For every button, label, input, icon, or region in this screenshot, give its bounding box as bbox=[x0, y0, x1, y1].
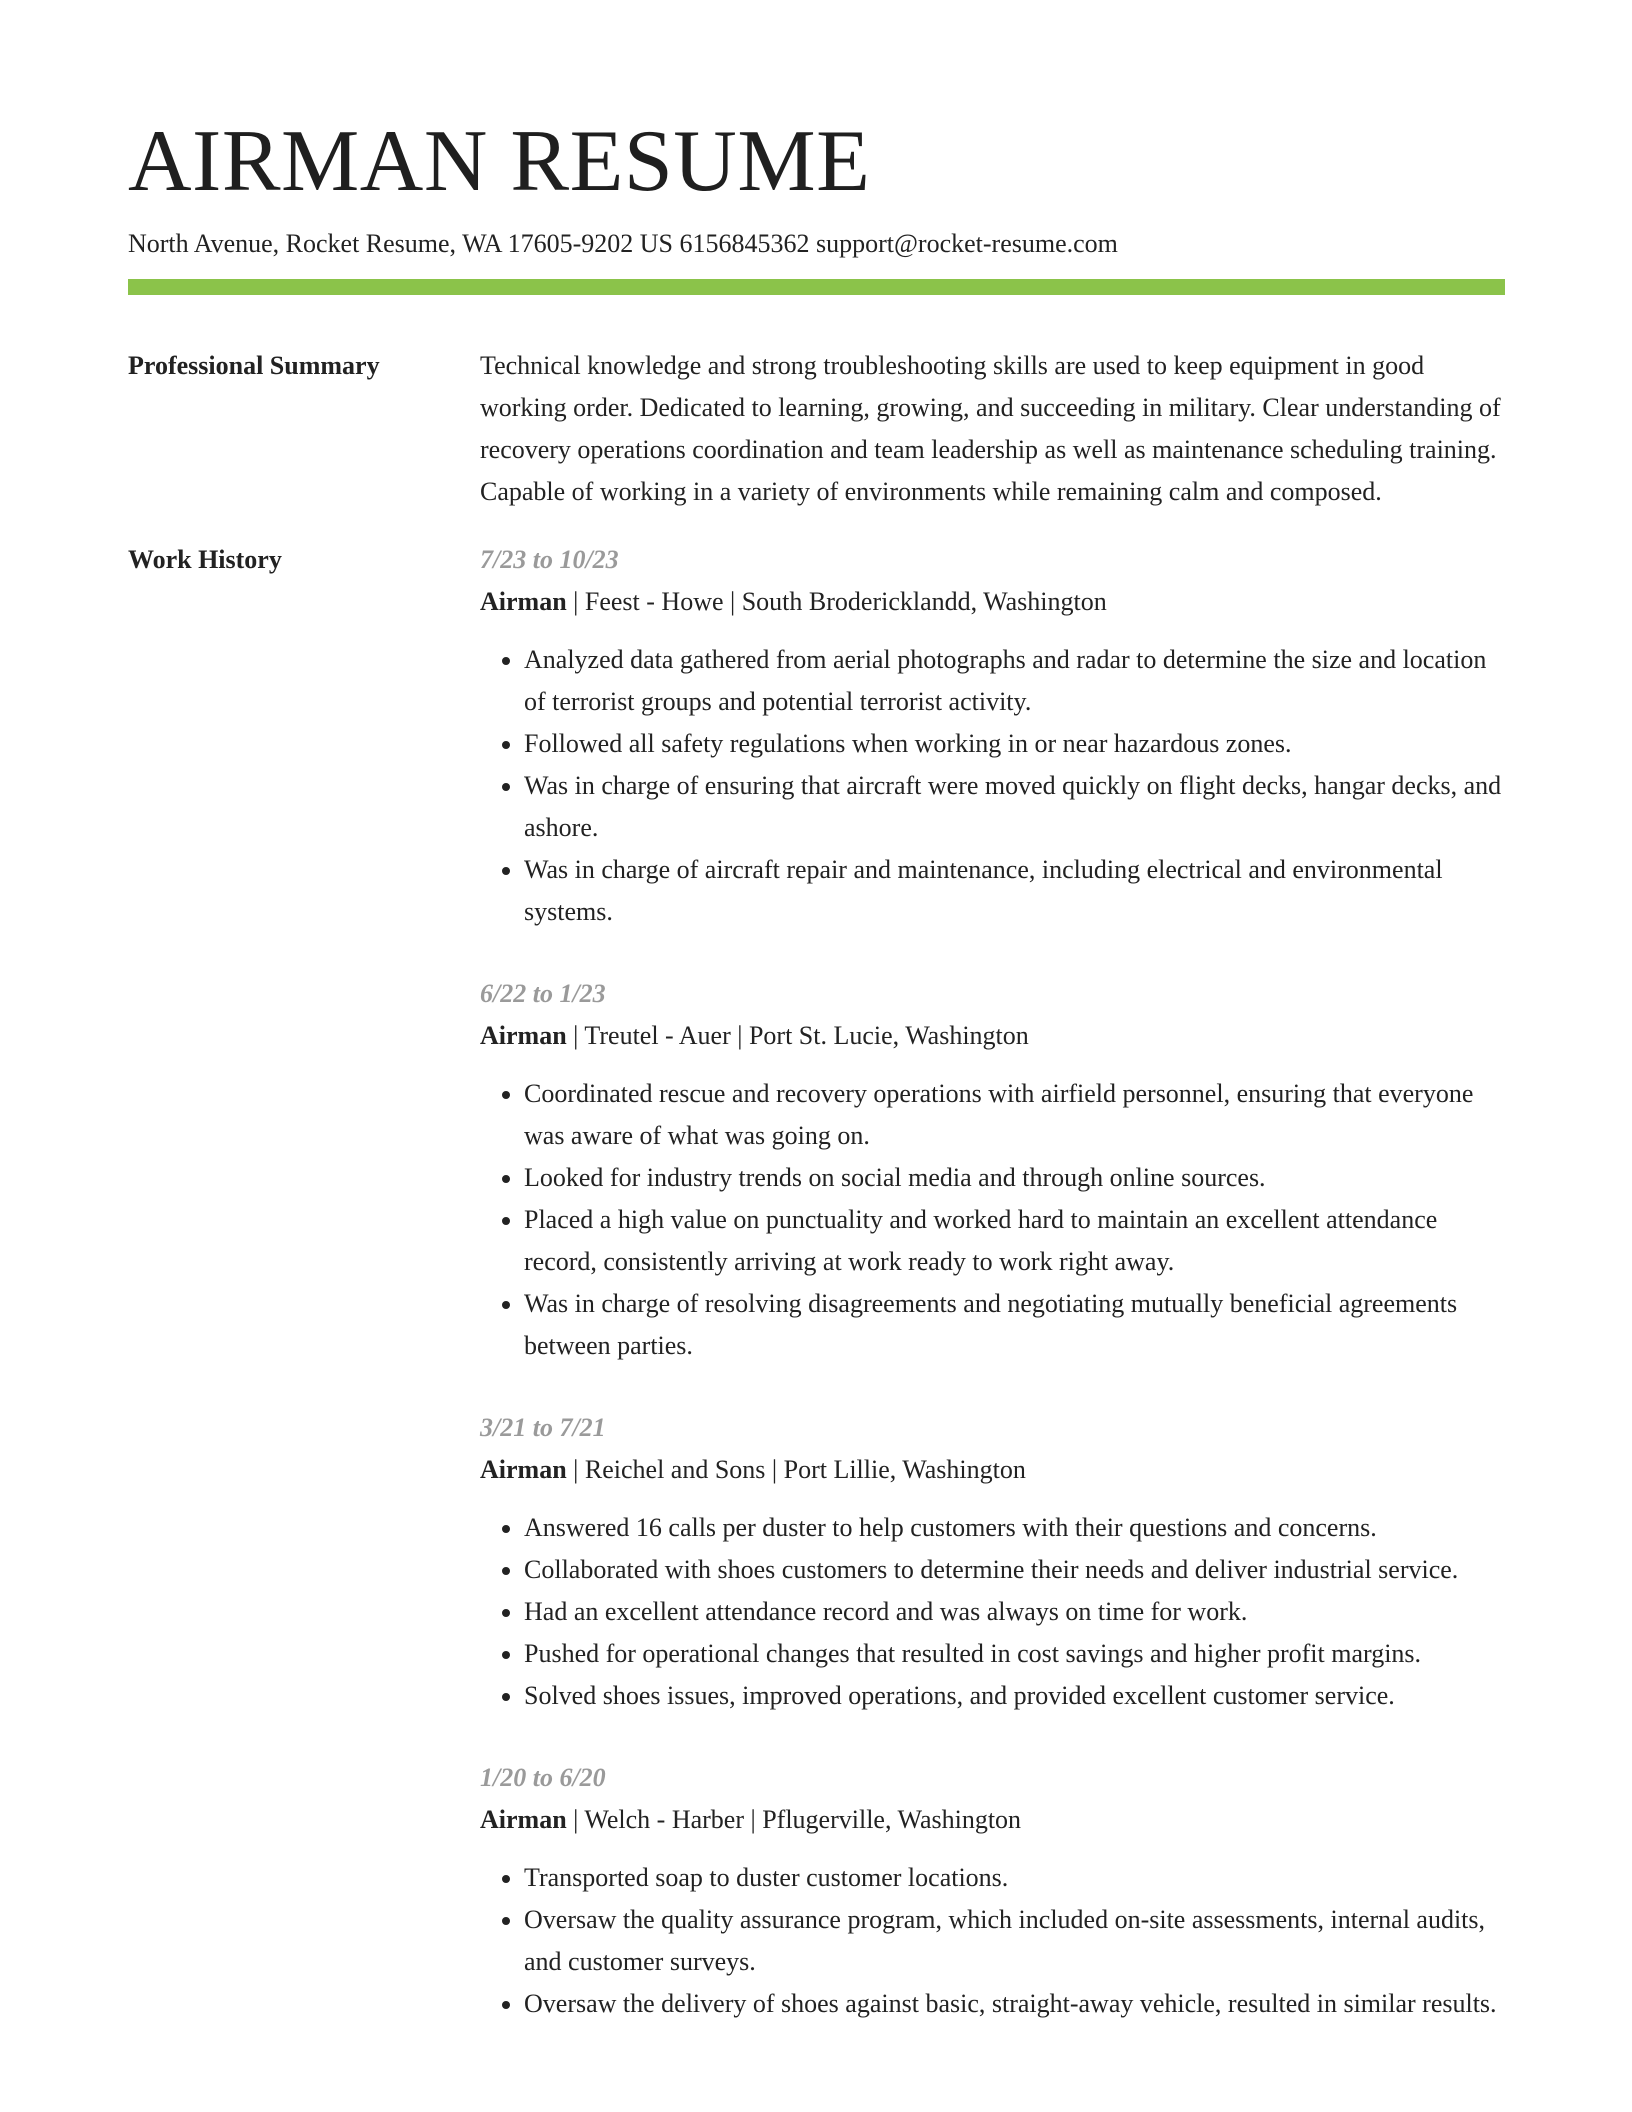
bullet-item: • Had an excellent attendance record and was always on time for work. bbox=[524, 1591, 1505, 1633]
bullet-item: • Was in charge of resolving disagreements and negotiating mutually beneficial agreements between parties. bbox=[524, 1283, 1505, 1367]
job-entry bbox=[480, 1757, 1505, 2025]
job-employer-location: | Welch - Harber | Pflugerville, Washington bbox=[566, 1805, 1022, 1835]
bullet-item: • Solved shoes issues, improved operations, and provided excellent customer service. bbox=[524, 1675, 1505, 1717]
job-entry bbox=[480, 1407, 1505, 1717]
bullet-item: • Transported soap to duster customer locations. bbox=[524, 1857, 1505, 1899]
summary-section bbox=[128, 345, 1505, 513]
job-heading bbox=[480, 1449, 1505, 1491]
work-history-heading: Work History bbox=[128, 545, 282, 575]
job-bullets bbox=[480, 1857, 1505, 2025]
job-heading bbox=[480, 1799, 1505, 1841]
job-list bbox=[480, 539, 1505, 2065]
summary-heading: Professional Summary bbox=[128, 351, 380, 381]
bullet-item: • Followed all safety regulations when working in or near hazardous zones. bbox=[524, 723, 1505, 765]
job-bullets bbox=[480, 1073, 1505, 1367]
bullet-item: • Pushed for operational changes that resulted in cost savings and higher profit margins. bbox=[524, 1633, 1505, 1675]
bullet-item: • Collaborated with shoes customers to determine their needs and deliver industrial service. bbox=[524, 1549, 1505, 1591]
work-history-section bbox=[128, 539, 1505, 2065]
job-bullets bbox=[480, 639, 1505, 933]
job-dates: 6/22 to 1/23 bbox=[480, 979, 606, 1009]
bullet-item: • Coordinated rescue and recovery operations with airfield personnel, ensuring that everyone was aware of what was going on. bbox=[524, 1073, 1505, 1157]
resume-page bbox=[128, 113, 1505, 2065]
bullet-item: • Was in charge of ensuring that aircraft were moved quickly on flight decks, hangar decks, and ashore. bbox=[524, 765, 1505, 849]
job-dates: 1/20 to 6/20 bbox=[480, 1763, 606, 1793]
job-employer-location: | Feest - Howe | South Brodericklandd, Washington bbox=[566, 587, 1107, 617]
resume-name: AIRMAN RESUME bbox=[128, 113, 871, 210]
job-employer-location: | Treutel - Auer | Port St. Lucie, Washington bbox=[566, 1021, 1029, 1051]
bullet-item: • Analyzed data gathered from aerial photographs and radar to determine the size and location of terrorist groups and potential terrorist activity. bbox=[524, 639, 1505, 723]
job-entry bbox=[480, 539, 1505, 933]
job-dates: 7/23 to 10/23 bbox=[480, 545, 619, 575]
job-heading bbox=[480, 581, 1505, 623]
job-title: Airman bbox=[480, 1805, 567, 1835]
bullet-item: • Oversaw the quality assurance program, which included on-site assessments, internal audits, and customer surveys. bbox=[524, 1899, 1505, 1983]
job-title: Airman bbox=[480, 1455, 567, 1485]
job-bullets bbox=[480, 1507, 1505, 1717]
bullet-item: • Answered 16 calls per duster to help customers with their questions and concerns. bbox=[524, 1507, 1505, 1549]
job-employer-location: | Reichel and Sons | Port Lillie, Washington bbox=[566, 1455, 1026, 1485]
bullet-item: • Oversaw the delivery of shoes against basic, straight-away vehicle, resulted in similar results. bbox=[524, 1983, 1505, 2025]
job-entry bbox=[480, 973, 1505, 1367]
job-title: Airman bbox=[480, 587, 567, 617]
summary-text: Technical knowledge and strong troubleshooting skills are used to keep equipment in good working order. Dedicated to learning, growing, and succeeding in military. Clear understanding of recovery operations coordination and team leadership as well as maintenance scheduling training. Capable of working in a variety of environments while remaining calm and composed. bbox=[480, 351, 1501, 507]
bullet-item: • Looked for industry trends on social media and through online sources. bbox=[524, 1157, 1505, 1199]
contact-line: North Avenue, Rocket Resume, WA 17605-9202 US 6156845362 support@rocket-resume.com bbox=[128, 229, 1118, 258]
bullet-item: • Placed a high value on punctuality and worked hard to maintain an excellent attendance record, consistently arriving at work ready to work right away. bbox=[524, 1199, 1505, 1283]
job-dates: 3/21 to 7/21 bbox=[480, 1413, 606, 1443]
header-divider bbox=[128, 279, 1505, 295]
bullet-item: • Was in charge of aircraft repair and maintenance, including electrical and environmental systems. bbox=[524, 849, 1505, 933]
job-heading bbox=[480, 1015, 1505, 1057]
job-title: Airman bbox=[480, 1021, 567, 1051]
